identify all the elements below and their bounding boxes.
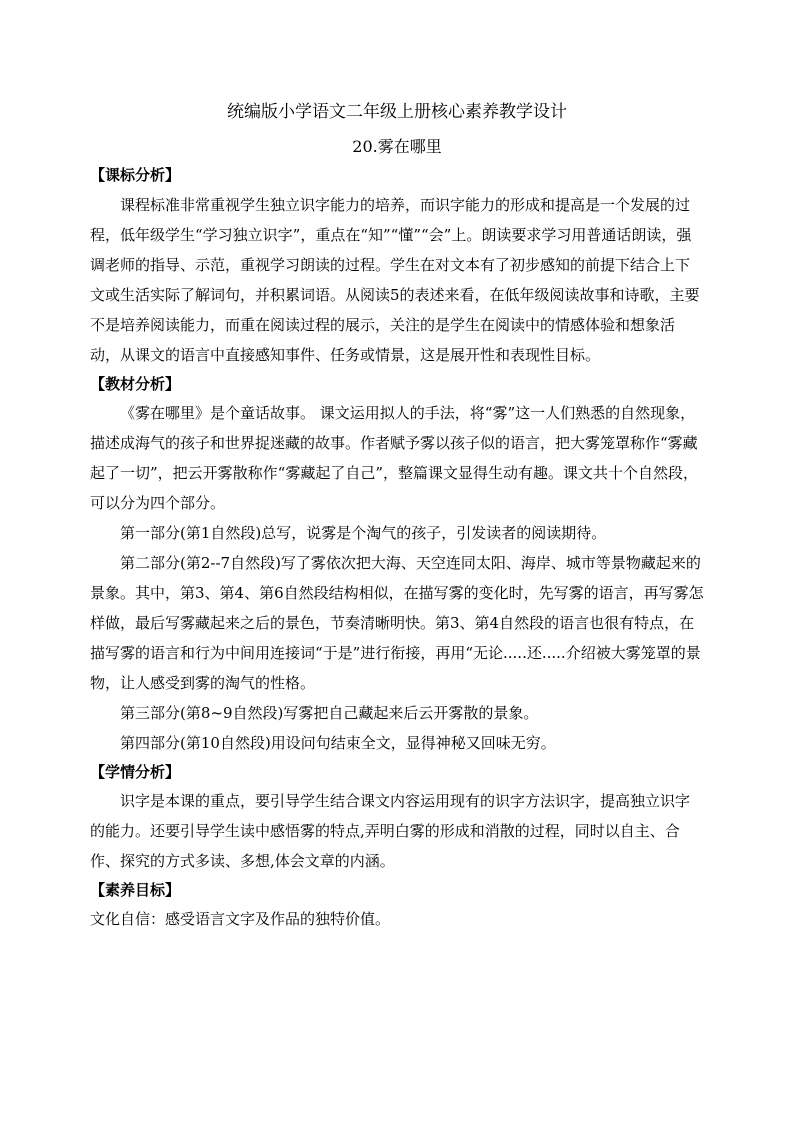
paragraph: 《雾在哪里》是个童话故事。 课文运用拟人的手法，将“雾”这一人们熟悉的自然现象，描述成海气的孩子和世界捉迷藏的故事。作者赋予雾以孩子似的语言，把大雾笼罩称作“雾藏起了一切”，把云开雾散称作“雾藏起了自己”，整篇课文显得生动有趣。课文共十个自然段，可以分为四个部分。: [90, 404, 699, 512]
lesson-title: 20.雾在哪里: [352, 137, 442, 156]
paragraph: 识字是本课的重点，要引导学生结合课文内容运用现有的识字方法识字，提高独立识字的能力。还要引导学生读中感悟雾的特点,弄明白雾的形成和消散的过程，同时以自主、合作、探究的方式多读、多想,体会文章的内涵。: [90, 792, 691, 870]
section-textbook-analysis: [90, 374, 704, 758]
section-literacy-goals: [90, 880, 704, 934]
section-heading: 【素养目标】: [90, 881, 181, 899]
paragraph: 第一部分(第1自然段)总写，说雾是个淘气的孩子，引发读者的阅读期待。: [120, 524, 607, 542]
document-title: 统编版小学语文二年级上册核心素养教学设计: [227, 102, 567, 122]
paragraph: 文化自信：感受语言文字及作品的独特价值。: [90, 910, 391, 928]
paragraph: 第四部分(第10自然段)用设问句结束全文，显得神秘又回味无穷。: [120, 734, 556, 752]
section-curriculum-analysis: [90, 165, 704, 370]
section-heading: 【教材分析】: [90, 375, 181, 393]
paragraph: 课程标准非常重视学生独立识字能力的培养，而识字能力的形成和提高是一个发展的过程，低年级学生“学习独立识字”，重点在“知”“懂”“会”上。朗读要求学习用普通话朗读，强调老师的指导、示范，重视学习朗读的过程。学生在对文本有了初步感知的前提下结合上下文或生活实际了解词句，并积累词语。从阅读5的表述来看，在低年级阅读故事和诗歌，主要不是培养阅读能力，而重在阅读过程的展示，关注的是学生在阅读中的情感体验和想象活动，从课文的语言中直接感知事件、任务或情景，这是展开性和表现性目标。: [90, 196, 700, 364]
paragraph: 第二部分(第2--7自然段)写了雾依次把大海、天空连同太阳、海岸、城市等景物藏起来的景象。其中，第3、第4、第6自然段结构相似，在描写雾的变化时，先写雾的语言，再写雾怎样做，最后写雾藏起来之后的景色，节奏清晰明快。第3、第4自然段的语言也很有特点，在描写雾的语言和行为中间用连接词“于是”进行衔接，再用“无论.....还.....介绍被大雾笼罩的景物，让人感受到雾的淘气的性格。: [90, 554, 704, 692]
paragraph: 第三部分(第8~9自然段)写雾把自己藏起来后云开雾散的景象。: [120, 704, 539, 722]
section-heading: 【课标分析】: [90, 166, 181, 184]
section-heading: 【学情分析】: [90, 763, 181, 781]
document-page: [90, 100, 704, 934]
section-learner-analysis: [90, 762, 704, 876]
